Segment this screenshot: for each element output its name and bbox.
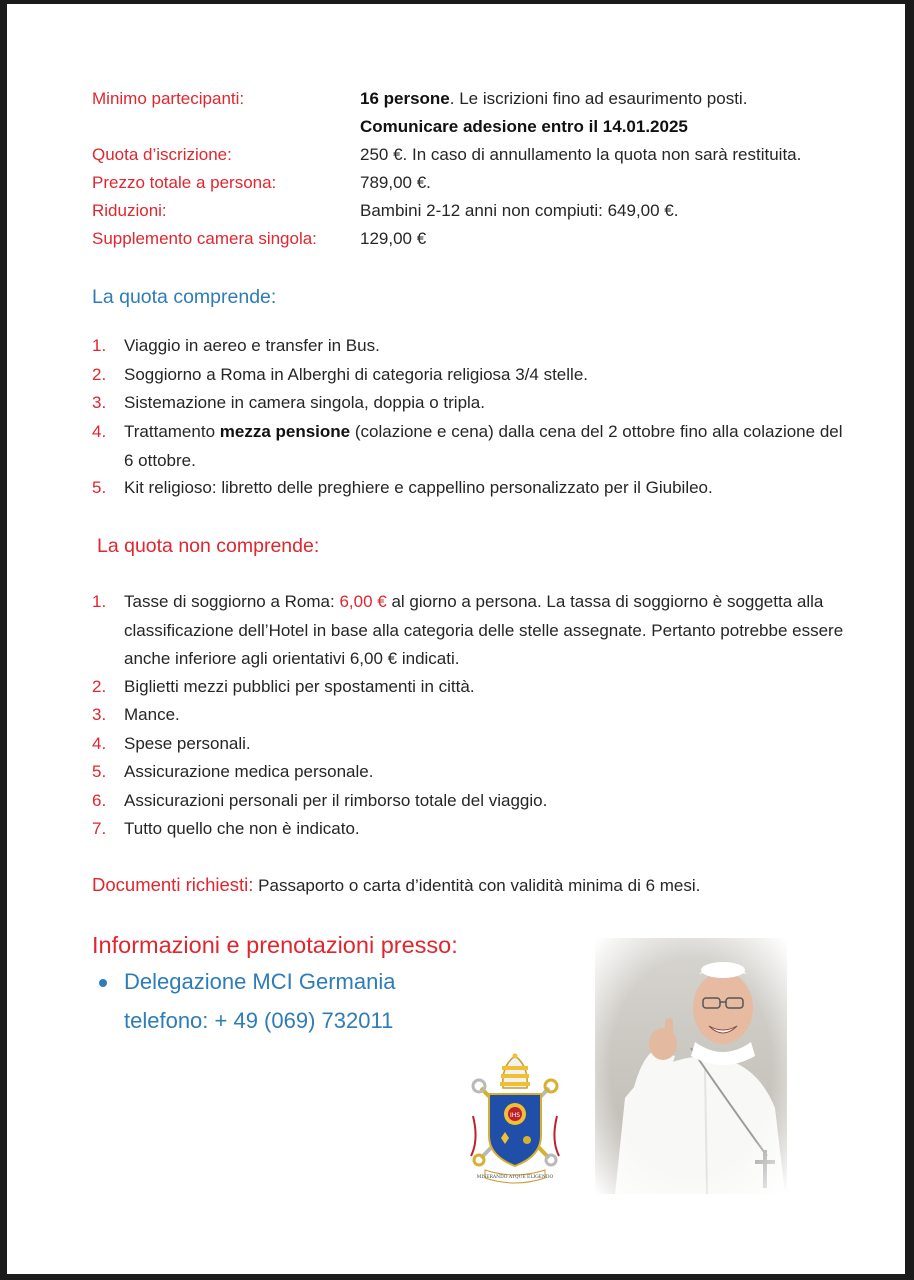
detail-label: Supplemento camera singola:	[92, 229, 317, 248]
includes-heading: La quota comprende:	[92, 286, 277, 308]
detail-value: 129,00 €	[360, 229, 427, 248]
tax-amount: 6,00 €	[339, 592, 387, 611]
bullet-icon	[99, 979, 107, 987]
papal-coat-of-arms-icon	[465, 1052, 565, 1187]
crest-motto: MISERANDO ATQUE ELIGENDO	[476, 1175, 554, 1180]
documents-label: Documenti richiesti:	[92, 874, 254, 895]
list-item: 2. Biglietti mezzi pubblici per spostamenti in città.	[92, 677, 475, 696]
contact-name: Delegazione MCI Germania	[124, 969, 396, 994]
detail-value-bold: 16 persone	[360, 89, 450, 108]
excludes-heading: La quota non comprende:	[97, 535, 320, 557]
detail-label: Prezzo totale a persona:	[92, 173, 277, 192]
documents-line	[92, 874, 700, 897]
list-item: 2. Soggiorno a Roma in Alberghi di categoria religiosa 3/4 stelle.	[92, 365, 588, 384]
detail-value: Bambini 2-12 anni non compiuti: 649,00 €.	[360, 201, 679, 220]
document-page	[7, 4, 905, 1274]
list-item: 6. Assicurazioni personali per il rimborso totale del viaggio.	[92, 791, 548, 810]
list-item: 5. Assicurazione medica personale.	[92, 762, 374, 781]
detail-value-bold: Comunicare adesione entro il 14.01.2025	[360, 117, 688, 136]
list-item: 1. Viaggio in aereo e transfer in Bus.	[92, 336, 380, 355]
detail-label: Quota d’iscrizione:	[92, 145, 232, 164]
detail-label: Riduzioni:	[92, 201, 167, 220]
documents-text: Passaporto o carta d’identità con validità minima di 6 mesi.	[253, 876, 701, 895]
detail-value: . Le iscrizioni fino ad esaurimento posti.	[449, 89, 748, 108]
list-item: 4. Trattamento mezza pensione (colazione e cena) dalla cena del 2 ottobre fino alla colazione del 6 ottobre.	[92, 422, 843, 470]
contact-title: Informazioni e prenotazioni presso:	[92, 932, 458, 958]
list-item: 5. Kit religioso: libretto delle preghiere e cappellino personalizzato per il Giubileo.	[92, 478, 713, 497]
list-item: 3. Sistemazione in camera singola, doppia o tripla.	[92, 393, 485, 412]
list-item: 7. Tutto quello che non è indicato.	[92, 819, 360, 838]
crest-monogram: IHS	[509, 1112, 521, 1119]
detail-value: 789,00 €.	[360, 173, 431, 192]
detail-value: 250 €. In caso di annullamento la quota non sarà restituita.	[360, 145, 802, 164]
list-item: 3. Mance.	[92, 705, 180, 724]
list-item: 1. Tasse di soggiorno a Roma: 6,00 € al giorno a persona. La tassa di soggiorno è soggetta alla classificazione dell’Hotel in base alla categoria delle stelle assegnate. Pertanto potrebbe essere anche inferiore agli orientativi 6,00 € indicati.	[92, 592, 844, 668]
list-item: 4. Spese personali.	[92, 734, 251, 753]
pope-photo	[595, 938, 787, 1194]
contact-phone: telefono: + 49 (069) 732011	[124, 1008, 394, 1033]
detail-label: Minimo partecipanti:	[92, 89, 245, 108]
